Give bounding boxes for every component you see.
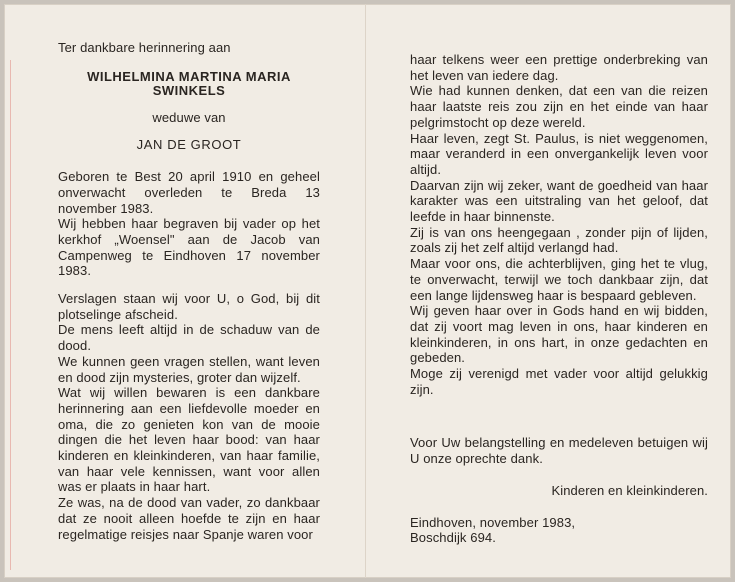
right-page [410,52,708,546]
paragraph-shadow: De mens leeft altijd in de schaduw van de dood. [58,322,320,354]
paragraph-memory: Wat wij willen bewaren is een dankbare herinnering aan een liefdevolle moeder en oma, die zo genieten kon van de mooie dingen die het leven haar bood: van haar kinderen en kleinkinderen, van haar familie, van haar vele kennissen, want voor allen was er plaats in haar hart. [58,385,320,495]
paragraph-spain: Ze was, na de dood van vader, zo dankbaar dat ze nooit alleen hoefde te zijn en haar regelmatige reisjes naar Spanje waren voor [58,495,320,542]
intro-text: Ter dankbare herinnering aan [58,40,231,55]
card-fold-line [365,4,366,578]
paragraph-gods-hand: Wij geven haar over in Gods hand en wij bidden, dat zij voort mag leven in ons, haar kinderen en kleinkinderen, in ons hart, in onze gedachten en gebeden. [410,303,708,366]
husband-name: JAN DE GROOT [136,137,242,153]
left-page [58,40,320,542]
widow-of-text: weduwe van [152,109,226,125]
paragraph-reunited: Moge zij verenigd met vader voor altijd gelukkig zijn. [410,366,708,397]
deceased-name-line2: SWINKELS [152,82,226,98]
paragraph-too-fast: Maar voor ons, die achterblijven, ging het te vlug, te onverwacht, terwijl we toch dankbaar zijn, dat een lange lijdensweg haar is bespaard gebleven. [410,256,708,303]
paragraph-goodness: Daarvan zijn wij zeker, want de goedheid van haar karakter was een uitstraling van het geloof, dat leefde in haar binnenste. [410,177,708,225]
paragraph-paulus: Haar leven, zegt St. Paulus, is niet weggenomen, maar veranderd in een onvergankelijk leven voor altijd. [410,130,708,177]
birth-death-paragraph: Geboren te Best 20 april 1910 en geheel onverwacht overleden te Breda 13 november 1983. [58,169,320,216]
paragraph-break: haar telkens weer een prettige onderbreking van het leven van iedere dag. [410,52,708,83]
thanks-paragraph: Voor Uw belangstelling en medeleven betuigen wij U onze oprechte dank. [410,435,708,467]
paragraph-last-trip: Wie had kunnen denken, dat een van die reizen haar laatste reis zou zijn en het einde van haar pelgrimstocht op deze wereld. [410,83,708,130]
address: Boschdijk 694. [410,530,496,546]
paragraph-prayer: Verslagen staan wij voor U, o God, bij dit plotselinge afscheid. [58,291,320,322]
deceased-name-line1: WILHELMINA MARTINA MARIA [87,68,291,84]
paragraph-passed: Zij is van ons heengegaan , zonder pijn of lijden, zoals zij het zelf altijd verlangd had. [410,224,708,256]
place-date: Eindhoven, november 1983, [410,514,576,530]
margin-line [10,60,11,570]
deceased-name [58,70,320,98]
paragraph-mysteries: We kunnen geen vragen stellen, want leven en dood zijn mysteries, groter dan wijzelf. [58,353,320,385]
signature: Kinderen en kleinkinderen. [551,482,708,498]
burial-paragraph: Wij hebben haar begraven bij vader op het kerkhof „Woensel" aan de Jacob van Campenweg te Eindhoven 17 november 1983. [58,216,320,279]
